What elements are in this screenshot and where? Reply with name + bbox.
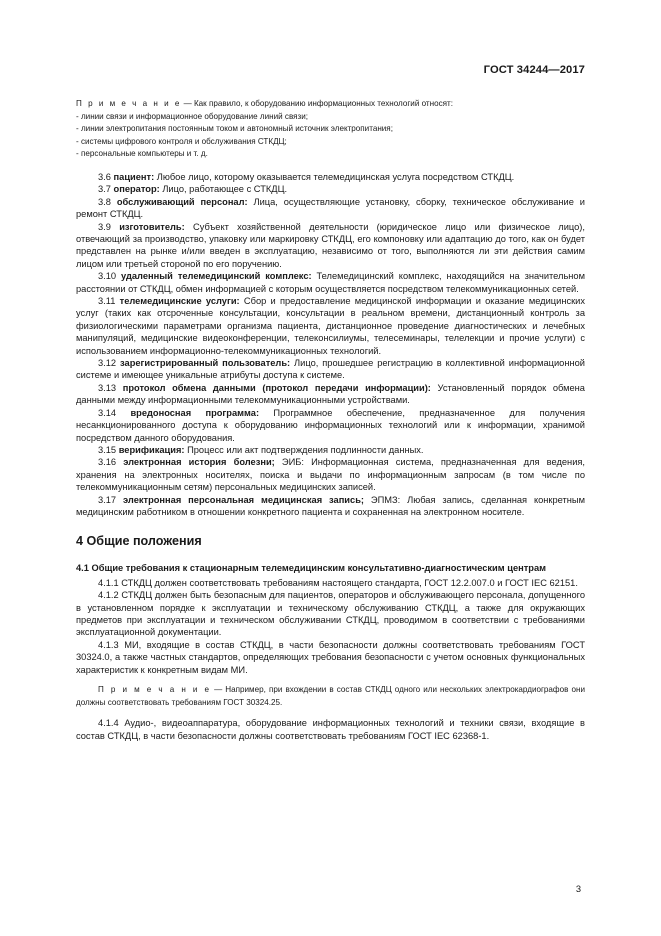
definition-paragraph — [76, 183, 585, 195]
note-item: - линии связи и информационное оборудование линий связи; — [76, 111, 309, 121]
section-title: 4 Общие положения — [76, 534, 202, 549]
definition-text: Субъект хозяйственной деятельности (юридическое лицо или физическое лицо), отвечающий за производство, упаковку или маркировку СТКДЦ, его компоновку или адаптацию до того, как он будет представлен на рынке и/или введен в эксплуатацию, независимо от того, выполняются ли эти действия самим лицом или третьей стороной по его поручению. — [76, 221, 585, 269]
note-item: - персональные компьютеры и т. д. — [76, 149, 208, 159]
body-paragraph: 4.1.1 СТКДЦ должен соответствовать требованиям настоящего стандарта, ГОСТ 12.2.007.0 и ГОСТ IEC 62151. — [98, 577, 578, 588]
note-title: П р и м е ч а н и е — [76, 99, 182, 108]
definition-text: Лицо, прошедшее регистрацию в коллективной информационной системе и имеющее уникальные атрибуты доступа к системе. — [76, 358, 585, 381]
definition-term: оператор: — [113, 184, 160, 195]
definition-paragraph — [76, 295, 585, 357]
definition-term: электронная персональная медицинская запись; — [123, 494, 365, 505]
definition-term: электронная история болезни; — [123, 457, 275, 468]
definition-paragraph — [76, 196, 585, 221]
definition-number: 3.10 — [98, 271, 117, 282]
note-text: — Как правило, к оборудованию информационных технологий относят: — [181, 99, 453, 108]
definition-paragraph — [76, 171, 585, 183]
definition-paragraph — [76, 270, 585, 295]
definition-term: верификация: — [118, 444, 185, 455]
definition-term: удаленный телемедицинский комплекс: — [121, 271, 312, 282]
definition-text: Телемедицинский комплекс, находящийся на значительном расстоянии от СТКДЦ, обмен информацией с которым осуществляется посредством телекоммуникационных сетей. — [76, 271, 585, 294]
definition-text: Программное обеспечение, предназначенное для получения несанкционированного доступа к оборудованию информационных технологий или к информации, хранимой посредством данного оборудования. — [76, 407, 586, 443]
definition-number: 3.13 — [98, 382, 117, 393]
definition-number: 3.7 — [98, 184, 111, 195]
subsection-title: 4.1 Общие требования к стационарным телемедицинским консультативно-диагностическим центрам — [76, 563, 547, 574]
definition-paragraph — [76, 382, 585, 407]
note-item: - линии электропитания постоянным током и автономный источник электропитания; — [76, 124, 393, 134]
definition-term: обслуживающий персонал: — [116, 196, 248, 207]
standard-header: ГОСТ 34244—2017 — [483, 64, 585, 76]
definition-text: Лица, осуществляющие установку, сборку, техническое обслуживание и ремонт СТКДЦ. — [76, 196, 585, 220]
note-block — [76, 684, 585, 709]
note-text: — Например, при вхождении в состав СТКДЦ одного или нескольких электрокардиографов они должны соответствовать требованиям ГОСТ 30324.25. — [76, 685, 585, 707]
definition-text: Установленный порядок обмена данными между информационными телекоммуникационными устройствами. — [76, 382, 585, 406]
note-title: П р и м е ч а н и е — [98, 685, 212, 694]
definition-paragraph — [76, 221, 585, 271]
body-paragraph: 4.1.2 СТКДЦ должен быть безопасным для пациентов, операторов и обслуживающего персонала, допущенного в установленном порядке к эксплуатации и техническому обслуживанию СТКДЦ, а также для окружающих предметов при эксплуатации и техническом обслуживании СТКДЦ, проводимом в соответствии с требованиями эксплуатационной документации. — [76, 590, 585, 638]
definition-term: протокол обмена данными (протокол передачи информации): — [122, 382, 431, 393]
definition-paragraph — [76, 357, 585, 382]
body-paragraph: 4.1.3 МИ, входящие в состав СТКДЦ, в части безопасности должны соответствовать требованиям ГОСТ 30324.0, а также частных стандартов, определяющих требования безопасности с учетом основных функциональных характеристик к конкретным видам МИ. — [76, 639, 585, 675]
definition-text: Лицо, работающее с СТКДЦ. — [159, 184, 288, 195]
definition-number: 3.16 — [98, 457, 117, 468]
definition-number: 3.9 — [98, 221, 111, 232]
definition-number: 3.11 — [98, 296, 116, 307]
definition-number: 3.6 — [98, 171, 111, 182]
body-paragraph: 4.1.4 Аудио-, видеоаппаратура, оборудование информационных технологий и техники связи, входящие в состав СТКДЦ, в части безопасности должны соответствовать требованиям ГОСТ IEC 62368-1. — [76, 718, 585, 741]
page-number: 3 — [575, 884, 581, 894]
definition-paragraph — [76, 444, 585, 456]
definition-text: Сбор и предоставление медицинской информации и оказание медицинских услуг (таких как отсроченные консультации, консультации в реальном времени, дистанционный контроль за физиологическими параметрами организма пациента, дистанционное проведение диагностических и лечебных манипуляций, медицинские видеоконференции, телеконсилиумы, телесеминары, телелекции и прочие услуги) с использованием информационно-телекоммуникационных технологий. — [76, 296, 586, 356]
definition-term: изготовитель: — [119, 221, 185, 232]
definition-term: пациент: — [113, 171, 155, 182]
definition-text: ЭПМЗ: Любая запись, сделанная конкретным медицинским работником в отношении конкретного пациента и сохраненная на электронном носителе. — [76, 494, 585, 517]
definition-number: 3.14 — [98, 407, 117, 418]
definition-number: 3.8 — [98, 196, 111, 207]
definition-text: ЭИБ: Информационная система, предназначенная для ведения, хранения на электронных носителях, поиска и выдачи по информационным запросам (в том числе по телекоммуникационным сетям) персональных медицинских записей. — [76, 457, 585, 493]
definitions-list — [76, 171, 585, 518]
note-block — [76, 98, 585, 161]
definition-number: 3.17 — [98, 494, 117, 505]
definition-number: 3.12 — [98, 358, 117, 369]
definition-text: Процесс или акт подтверждения подлинности данных. — [184, 444, 424, 455]
note-item: - системы цифрового контроля и обслуживания СТКДЦ; — [76, 136, 287, 146]
definition-term: телемедицинские услуги: — [119, 296, 240, 307]
definition-paragraph — [76, 407, 585, 444]
definition-term: вредоносная программа: — [130, 407, 260, 418]
definition-number: 3.15 — [98, 444, 117, 455]
definition-paragraph — [76, 494, 585, 519]
definition-term: зарегистрированный пользователь: — [120, 358, 291, 369]
definition-text: Любое лицо, которому оказывается телемедицинская услуга посредством СТКДЦ. — [154, 171, 515, 182]
definition-paragraph — [76, 456, 585, 493]
